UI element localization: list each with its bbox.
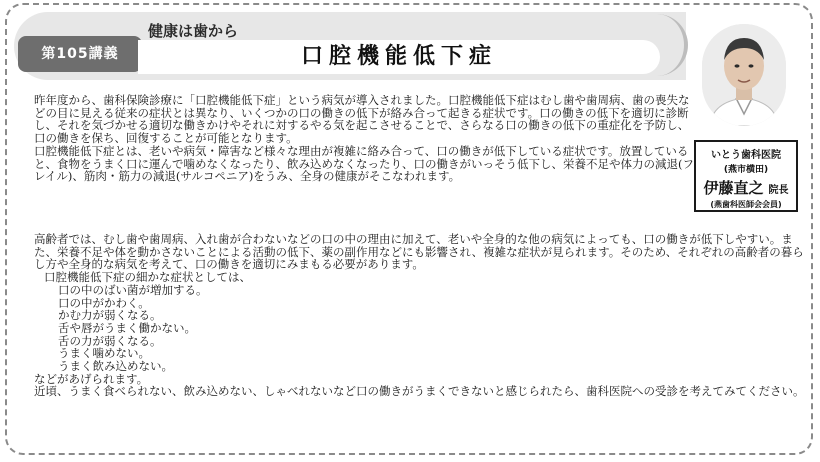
author-info-box	[694, 140, 798, 212]
paragraph-2: 口腔機能低下症とは、老いや病気・障害など様々な理由が複雑に絡み合って、口の働きが低下している症状です。放置していると、食物をうまく口に運んで噛めなくなったり、飲み込めなくなったり、口の働きがいっそう低下し、栄養不足や体力の減退(フレイル)、筋肉・筋力の減退(サルコペニア)をうみ、全身の健康がそこなわれます。	[34, 143, 694, 184]
article-body-wide	[34, 233, 806, 398]
lecture-number-badge: 第105講義	[18, 36, 142, 72]
symptom-item: うまく噛めない。	[58, 346, 150, 361]
doctor-line	[696, 177, 796, 198]
symptom-item: 口の中がかわく。	[58, 295, 150, 310]
doctor-name: 伊藤直之	[703, 179, 764, 197]
symptoms-outro: などがあげられます。	[34, 371, 149, 386]
doctor-portrait-illustration	[702, 24, 786, 126]
clinic-location: (燕市横田)	[723, 165, 769, 175]
paragraph-1: 昨年度から、歯科保険診療に「口腔機能低下症」という病気が導入されました。口腔機能低下症はむし歯や歯周病、歯の喪失などの目に見える従来の症状とは異なり、いくつかの口の働きの低下が絡み合って起きる症状です。口の働きの低下を適切に診断し、それを気づかせる適切な働きかけやそれに対するやる気を起こさせることで、さらなる口の働きの低下の重症化を予防し、口の働きを保ち、回復することが可能となります。	[34, 93, 690, 146]
symptom-item: 舌の力が弱くなる。	[58, 333, 162, 348]
series-title: 健康は歯から	[148, 22, 239, 40]
paragraph-3: 高齢者では、むし歯や歯周病、入れ歯が合わないなどの口の中の理由に加えて、老いや全身的な他の病気によっても、口の働きが低下しやすい。また、栄養不足や体を動かさないことによる活動の低下、薬の副作用などにも影響され、複雑な症状が見られます。そのため、それぞれの高齢者の暮らし方や全身的な病気を考えて、口の働きを適切にみまもる必要があります。	[34, 232, 804, 272]
doctor-role: 院長	[768, 185, 789, 196]
doctor-portrait	[702, 24, 786, 126]
symptom-item: 口の中のばい菌が増加する。	[58, 282, 208, 297]
symptom-item: かむ力が弱くなる。	[58, 308, 162, 323]
closing-paragraph: 近頃、うまく食べられない、飲み込めない、しゃべれないなど口の働きがうまくできないと感じられたら、歯科医院への受診を考えてみてください。	[34, 384, 805, 399]
article-body-narrow	[34, 94, 694, 183]
title-box	[138, 40, 660, 74]
article-title: 口腔機能低下症	[300, 44, 497, 69]
dental-association: (燕歯科医師会会員)	[710, 200, 782, 209]
symptoms-intro: 口腔機能低下症の細かな症状としては、	[44, 270, 251, 285]
symptom-item: うまく飲み込めない。	[58, 359, 173, 374]
symptom-item: 舌や唇がうまく働かない。	[58, 320, 196, 335]
clinic-name: いとう歯科医院	[711, 150, 781, 161]
